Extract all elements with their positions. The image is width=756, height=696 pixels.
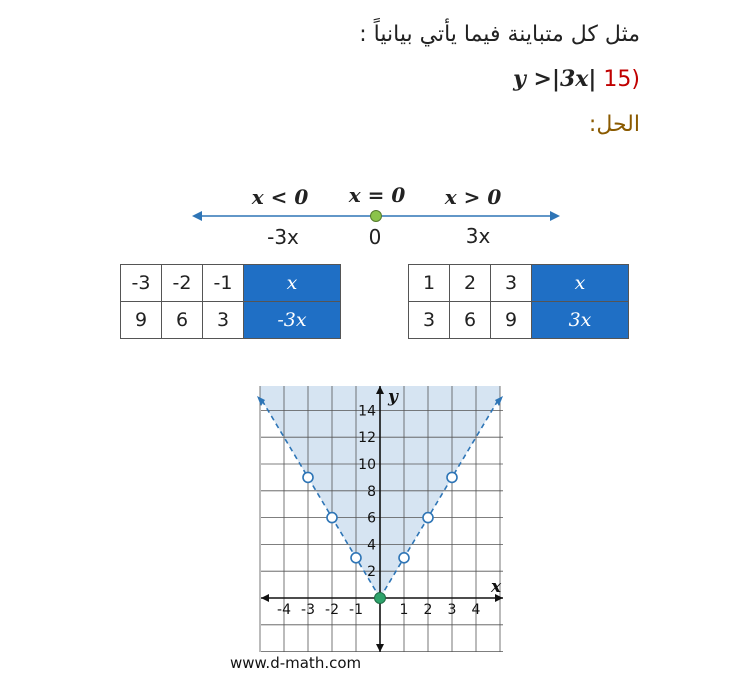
table-cell: 3 — [491, 265, 532, 302]
table-cell: 1 — [409, 265, 450, 302]
x-tick-label: 2 — [423, 602, 433, 618]
left-arrowhead-icon — [192, 211, 202, 221]
region-left-label — [252, 185, 309, 209]
x-tick-label: -1 — [349, 602, 363, 618]
x-axis-arrow-icon — [261, 594, 269, 602]
table-cell: 9 — [121, 302, 162, 339]
y-tick-label: 10 — [358, 457, 376, 473]
y-axis-label: y — [388, 387, 398, 407]
expr-left-label: -3x — [267, 225, 299, 249]
table-header-cell: -3x — [244, 302, 341, 339]
y-tick-label: 12 — [358, 430, 376, 447]
x-tick-label: 4 — [471, 602, 481, 618]
region-mid-text: x = 0 — [348, 183, 406, 207]
region-left-text: x < 0 — [251, 185, 309, 209]
table-row — [409, 265, 629, 302]
table-cell: 3 — [203, 302, 244, 339]
table-header-cell: 3x — [532, 302, 629, 339]
x-tick-label: 1 — [399, 602, 409, 618]
table-cell: 3 — [409, 302, 450, 339]
table-row — [409, 302, 629, 339]
zero-point — [371, 211, 382, 222]
inequality-graph — [257, 382, 507, 654]
problem-number: 15) — [603, 67, 640, 92]
expr-mid-label: 0 — [368, 225, 382, 249]
y-tick-label: 8 — [367, 483, 376, 500]
table-header-cell: x — [532, 265, 629, 302]
x-tick-label: 3 — [447, 602, 457, 618]
y-tick-label: 6 — [367, 510, 376, 527]
instruction-text: مثل كل متباينة فيما يأتي بيانياً : — [359, 22, 640, 47]
open-point — [351, 553, 361, 563]
region-right-text: x > 0 — [444, 185, 502, 209]
y-tick-label: 2 — [367, 564, 376, 581]
x-tick-label: -3 — [301, 602, 315, 618]
open-point — [327, 513, 337, 523]
table-cell: -1 — [203, 265, 244, 302]
x-tick-label: -4 — [277, 602, 291, 618]
number-line — [190, 205, 562, 227]
region-mid-label — [349, 183, 406, 207]
problem-expression: y >|3x| — [513, 66, 597, 92]
vertex-point — [375, 593, 386, 604]
website-url: www.d-math.com — [230, 654, 362, 672]
table-cell: -2 — [162, 265, 203, 302]
table-cell: 2 — [450, 265, 491, 302]
expr-right-label: 3x — [465, 224, 491, 248]
x-tick-label: -2 — [325, 602, 339, 618]
x-axis-label: x — [491, 577, 502, 597]
solution-label: الحل: — [588, 112, 640, 137]
y-axis-arrow-icon — [376, 644, 384, 652]
table-cell: 6 — [450, 302, 491, 339]
open-point — [423, 513, 433, 523]
open-point — [399, 553, 409, 563]
right-arrowhead-icon — [550, 211, 560, 221]
region-right-label — [445, 185, 502, 209]
table-row — [121, 265, 341, 302]
table-cell: -3 — [121, 265, 162, 302]
open-point — [447, 472, 457, 482]
table-cell: 6 — [162, 302, 203, 339]
table-cell: 9 — [491, 302, 532, 339]
problem-line — [513, 66, 640, 92]
value-table-negative — [120, 264, 341, 339]
table-header-cell: x — [244, 265, 341, 302]
open-point — [303, 472, 313, 482]
y-tick-label: 14 — [358, 403, 376, 420]
value-table-positive — [408, 264, 629, 339]
table-row — [121, 302, 341, 339]
y-tick-label: 4 — [367, 537, 376, 554]
